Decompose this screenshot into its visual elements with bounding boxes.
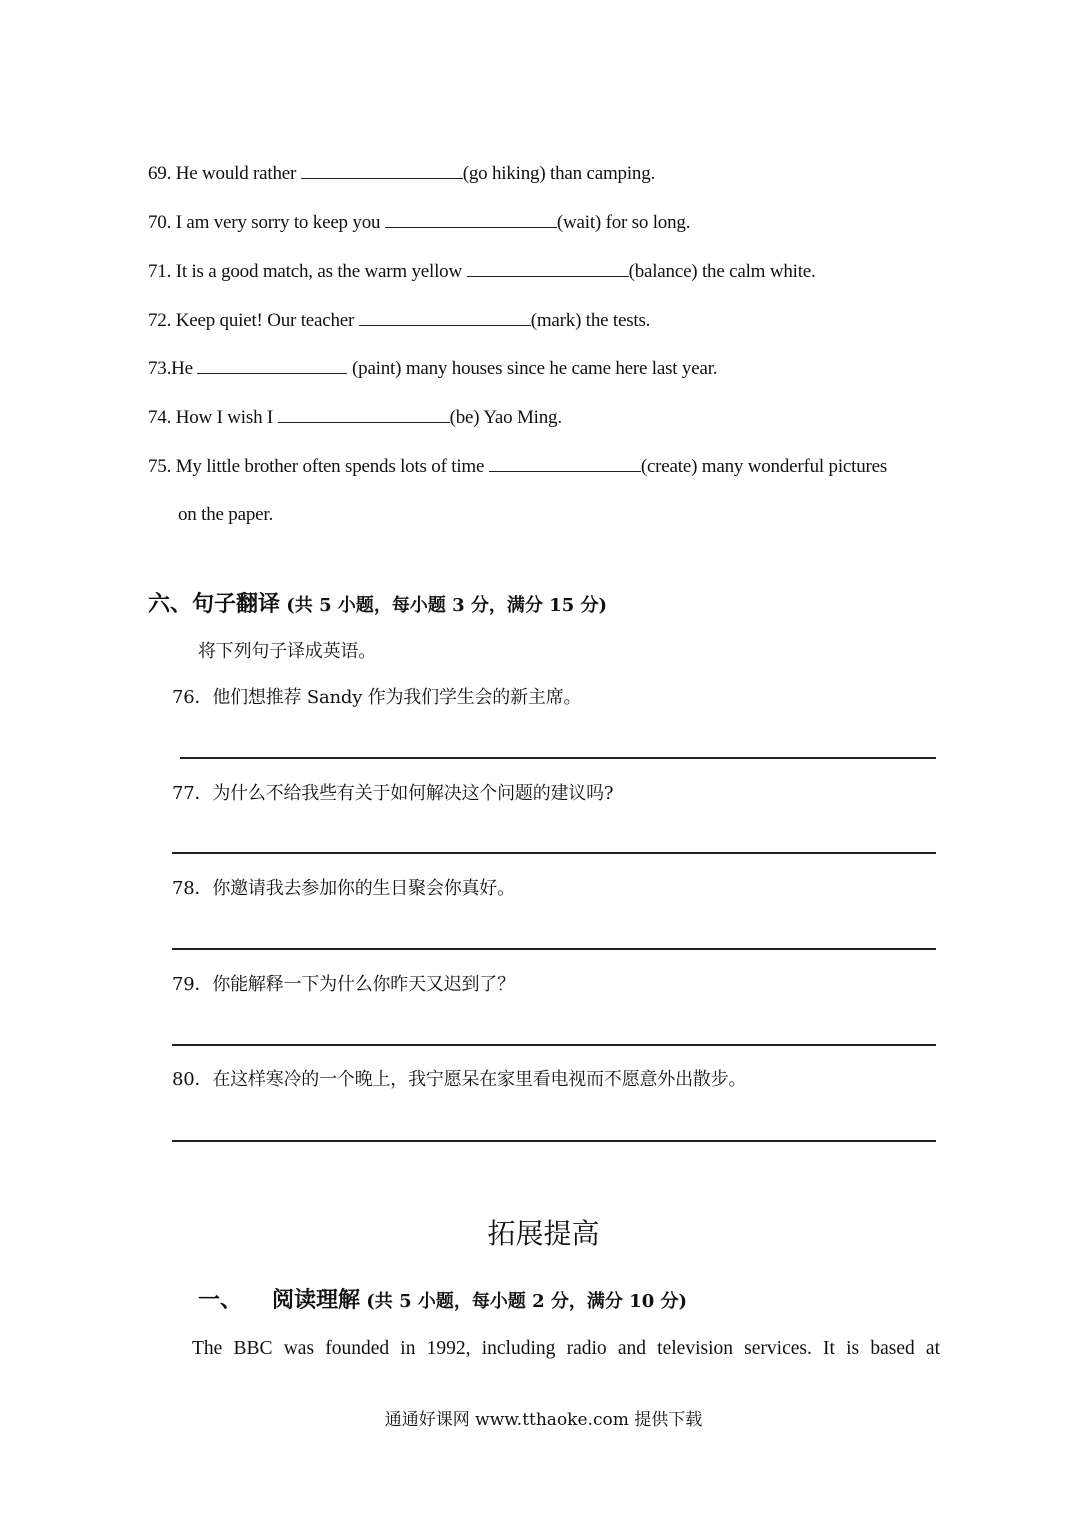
- question-hint: (wait) for so long.: [556, 212, 691, 233]
- question-number: 71.: [148, 261, 176, 282]
- answer-blank[interactable]: [301, 161, 463, 179]
- question-70: [148, 210, 690, 235]
- section-one-info: (共 5 小题，每小题 2 分，满分 10 分): [360, 1291, 688, 1312]
- question-text: It is a good match, as the warm yellow: [175, 261, 467, 282]
- answer-blank[interactable]: [385, 210, 557, 228]
- question-text: 为什么不给我些有关于如何解决这个问题的建议吗?: [212, 783, 614, 804]
- question-79: [172, 973, 515, 997]
- question-text: 你能解释一下为什么你昨天又迟到了？: [212, 974, 515, 995]
- question-number: 78．: [172, 878, 213, 899]
- section-one-title: 阅读理解: [272, 1288, 361, 1313]
- question-text: 你邀请我去参加你的生日聚会你真好。: [212, 878, 515, 899]
- extension-title: 拓展提高: [487, 1217, 600, 1250]
- section-one-heading: [198, 1287, 687, 1317]
- question-number: 80．: [172, 1069, 213, 1090]
- question-78: [172, 877, 515, 901]
- question-number: 70.: [148, 212, 176, 233]
- question-75: [148, 454, 887, 479]
- question-75-continuation: on the paper.: [178, 504, 274, 525]
- answer-line-79[interactable]: [172, 1044, 936, 1046]
- section-six-instruction: 将下列句子译成英语。: [198, 641, 376, 662]
- section-six-heading: [148, 591, 607, 621]
- section-six-title: 六、句子翻译: [148, 592, 281, 617]
- question-number: 72.: [148, 310, 176, 331]
- answer-line-78[interactable]: [172, 948, 936, 950]
- question-number: 79．: [172, 974, 213, 995]
- question-77: [172, 782, 613, 806]
- section-one-number: 一、: [198, 1288, 243, 1313]
- answer-line-76[interactable]: [180, 757, 936, 759]
- reading-passage-line: The BBC was founded in 1992, including radio and television services. It is based at: [192, 1338, 940, 1359]
- question-hint: (balance) the calm white.: [628, 261, 816, 282]
- section-six-info: (共 5 小题，每小题 3 分，满分 15 分): [280, 595, 608, 616]
- question-number: 74.: [148, 407, 176, 428]
- question-number: 76．: [172, 687, 213, 708]
- question-text: I am very sorry to keep you: [175, 212, 385, 233]
- question-text: He would rather: [175, 163, 301, 184]
- question-number: 77．: [172, 783, 213, 804]
- question-number: 69.: [148, 163, 176, 184]
- answer-blank[interactable]: [489, 454, 641, 472]
- answer-blank[interactable]: [359, 308, 531, 326]
- question-71: [148, 259, 816, 284]
- answer-blank[interactable]: [278, 405, 450, 423]
- question-72: [148, 308, 650, 333]
- question-text: 在这样寒冷的一个晚上，我宁愿呆在家里看电视而不愿意外出散步。: [212, 1069, 747, 1090]
- question-text: My little brother often spends lots of time: [175, 456, 489, 477]
- question-73: [148, 356, 717, 381]
- page-footer: 通通好课网 www.tthaoke.com 提供下载: [384, 1410, 703, 1430]
- answer-blank[interactable]: [467, 259, 629, 277]
- question-hint: (mark) the tests.: [530, 310, 651, 331]
- question-80: [172, 1068, 746, 1092]
- question-text: 他们想推荐 Sandy 作为我们学生会的新主席。: [212, 687, 582, 708]
- question-text: Keep quiet! Our teacher: [175, 310, 359, 331]
- question-text: How I wish I: [175, 407, 278, 428]
- answer-line-80[interactable]: [172, 1140, 936, 1142]
- question-hint: (go hiking) than camping.: [462, 163, 656, 184]
- question-76: [172, 686, 581, 710]
- question-hint: (be) Yao Ming.: [449, 407, 562, 428]
- question-hint: (create) many wonderful pictures: [640, 456, 888, 477]
- question-text: He: [171, 358, 198, 379]
- question-hint: (paint) many houses since he came here last year.: [347, 358, 718, 379]
- question-number: 75.: [148, 456, 176, 477]
- question-74: [148, 405, 562, 430]
- question-number: 73.: [148, 358, 172, 379]
- answer-line-77[interactable]: [172, 852, 936, 854]
- question-69: [148, 161, 655, 186]
- answer-blank[interactable]: [197, 356, 347, 374]
